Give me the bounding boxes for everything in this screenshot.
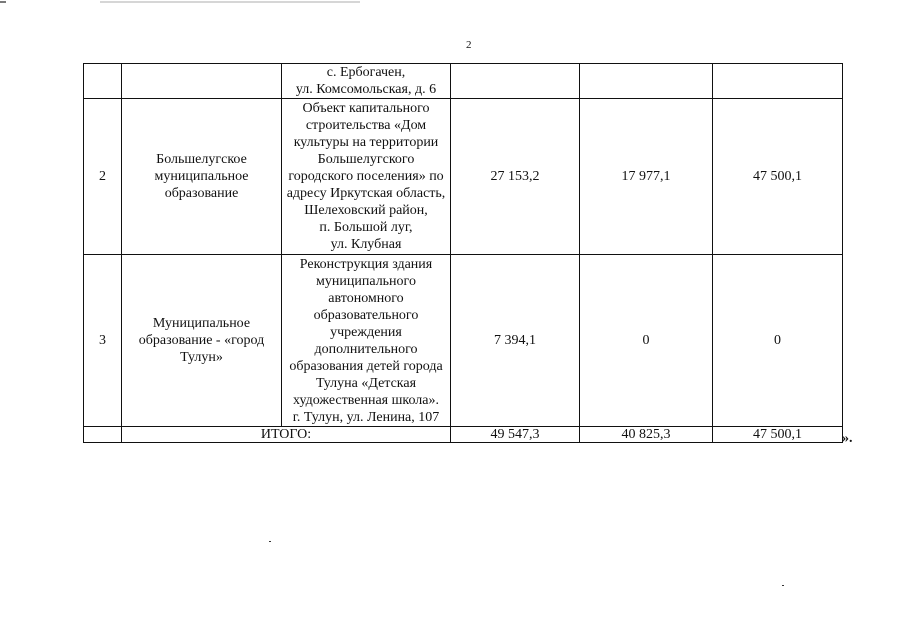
row-number-cell: 3 — [84, 255, 122, 427]
municipality-cell — [122, 64, 282, 99]
table-row — [84, 255, 843, 427]
funding-table — [83, 63, 843, 443]
value-3-cell: 47 500,1 — [713, 99, 843, 255]
object-cell — [282, 99, 451, 255]
object-cell — [282, 64, 451, 99]
row-number-cell — [84, 64, 122, 99]
total-row — [84, 427, 843, 443]
value-2-cell: 17 977,1 — [580, 99, 713, 255]
table-row — [84, 99, 843, 255]
value-1-cell: 7 394,1 — [451, 255, 580, 427]
object-text: Реконструкция здания муниципального автономного образовательного учреждения дополнительного образования детей города Тулуна «Детская художественная школа». г. Тулун, ул. Ленина, 107 — [289, 256, 443, 425]
value-3-cell: 0 — [713, 255, 843, 427]
total-value-3: 47 500,1 — [713, 427, 843, 443]
value-1-cell — [451, 64, 580, 99]
scan-speck — [782, 585, 784, 586]
value-3-cell — [713, 64, 843, 99]
total-value-2: 40 825,3 — [580, 427, 713, 443]
table-row — [84, 64, 843, 99]
object-text: с. Ербогачен, ул. Комсомольская, д. 6 — [295, 65, 437, 97]
value-2-cell: 0 — [580, 255, 713, 427]
total-value-1: 49 547,3 — [451, 427, 580, 443]
scan-speck — [269, 541, 271, 542]
value-1-cell: 27 153,2 — [451, 99, 580, 255]
object-cell — [282, 255, 451, 427]
municipality-cell: Муниципальное образование - «город Тулун» — [122, 255, 282, 427]
scan-artifact-line — [0, 1, 360, 3]
total-empty-cell — [84, 427, 122, 443]
municipality-cell: Большелугское муниципальное образование — [122, 99, 282, 255]
closing-quote-mark: ». — [842, 431, 853, 446]
row-number-cell: 2 — [84, 99, 122, 255]
object-text: Объект капитального строительства «Дом культуры на территории Большелугского городского поселения» по адресу Иркутская область, Шелеховский район, п. Большой луг, ул. Клубная — [286, 101, 446, 252]
total-label: ИТОГО: — [122, 427, 451, 443]
page-number: 2 — [466, 39, 472, 51]
value-2-cell — [580, 64, 713, 99]
